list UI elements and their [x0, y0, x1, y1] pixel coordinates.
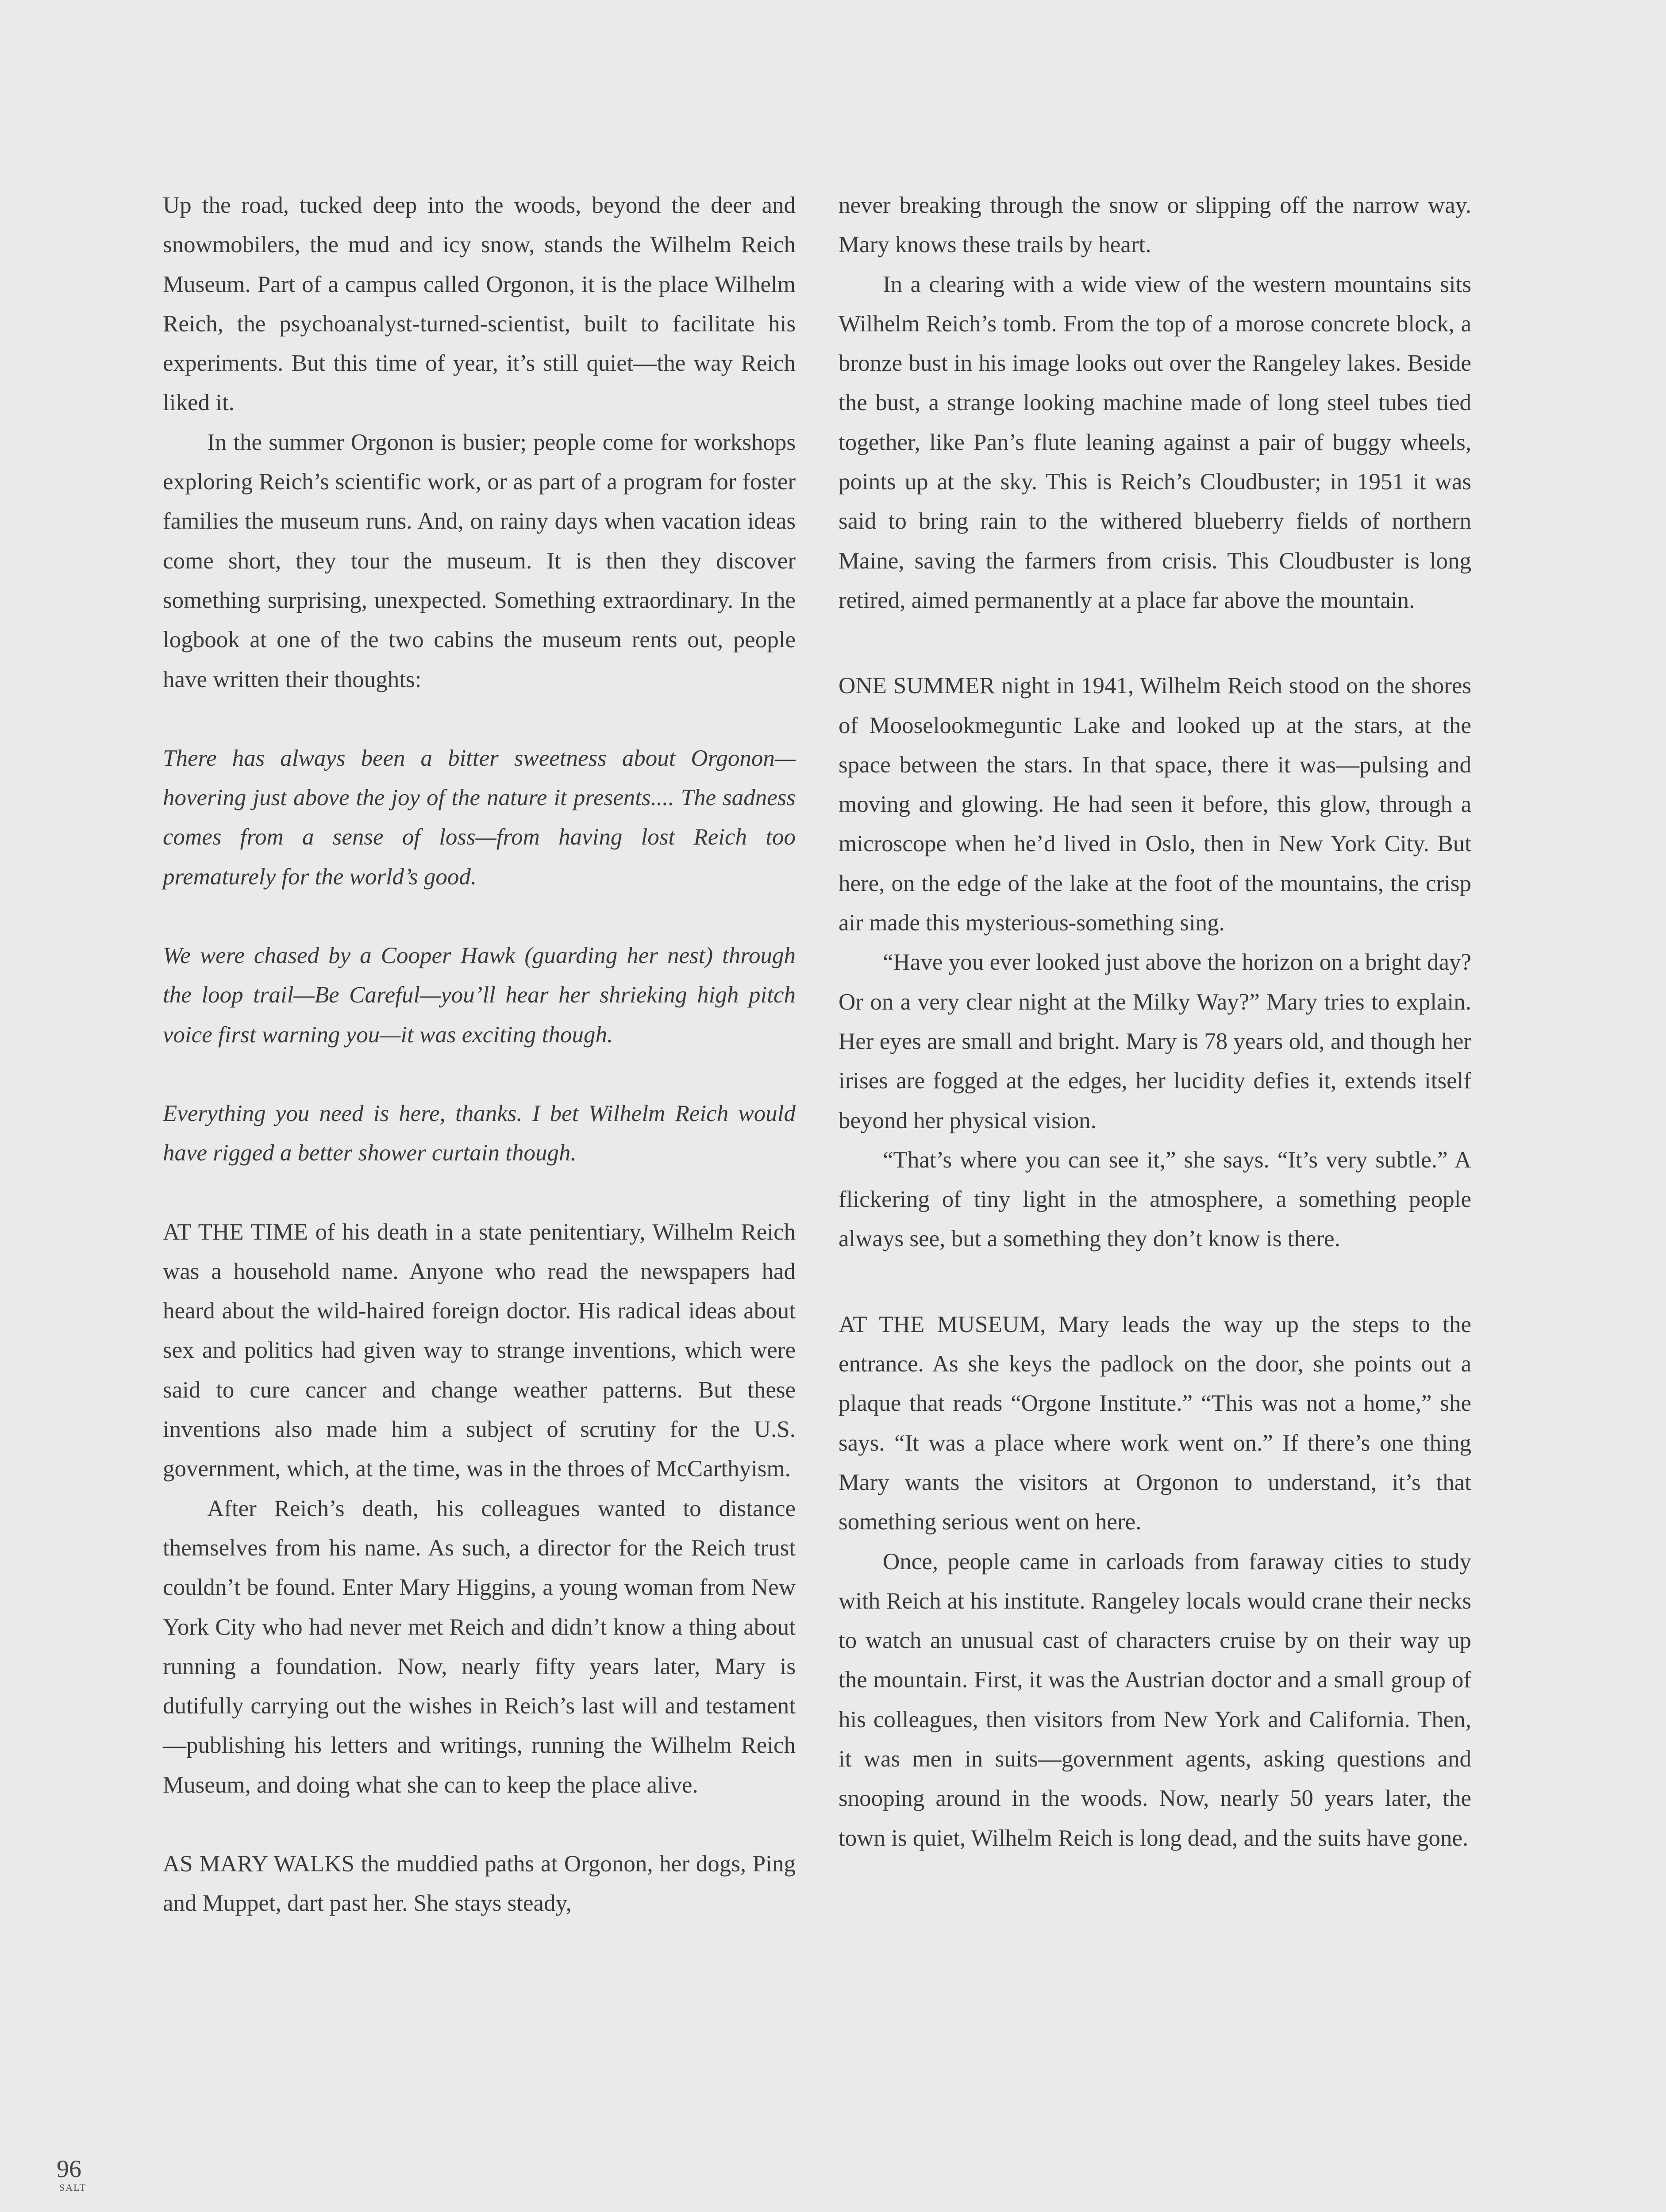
paragraph: Once, people came in carloads from faraway cities to study with Reich at his institute. Rangeley locals would crane their necks to watch an unusual cast of characters cruise by on their way up the mountain. First, it was the Austrian doctor and a small group of his colleagues, then visitors from New York and California. Then, it was men in suits—government agents, asking questions and snooping around in the woods. Now, nearly 50 years later, the town is quiet, Wilhelm Reich is long dead, and the suits have gone.: [839, 1548, 1471, 1851]
paragraph: “Have you ever looked just above the horizon on a bright day? Or on a very clear night at the Milky Way?” Mary tries to explain. Her eyes are small and bright. Mary is 78 years old, and though her irises are fogged at the edges, her lucidity defies it, extends itself beyond her physical vision.: [839, 949, 1471, 1133]
right-column: [839, 186, 1471, 1858]
section-paragraph: AS MARY WALKS the muddied paths at Orgonon, her dogs, Ping and Muppet, dart past her. She stays steady,: [163, 1851, 796, 1916]
paragraph: never breaking through the snow or slipping off the narrow way. Mary knows these trails by heart.: [839, 192, 1471, 258]
page-number: 96: [57, 2155, 81, 2183]
logbook-quote: There has always been a bitter sweetness about Orgonon—hovering just above the joy of the nature it presents.... The sadness comes from a sense of loss—from having lost Reich too prematurely for the world’s good.: [163, 745, 796, 890]
section-paragraph: ONE SUMMER night in 1941, Wilhelm Reich stood on the shores of Mooselookmeguntic Lake and looked up at the stars, at the space between the stars. In that space, there it was—pulsing and moving and glowing. He had seen it before, this glow, through a microscope when he’d lived in Oslo, then in New York City. But here, on the edge of the lake at the foot of the mountains, the crisp air made this mysterious-something sing.: [839, 673, 1471, 936]
paragraph: Up the road, tucked deep into the woods, beyond the deer and snowmobilers, the mud and icy snow, stands the Wilhelm Reich Museum. Part of a campus called Orgonon, it is the place Wilhelm Reich, the psychoanalyst-turned-scientist, built to facilitate his experiments. But this time of year, it’s still quiet—the way Reich liked it.: [163, 192, 796, 416]
logbook-quote: Everything you need is here, thanks. I bet Wilhelm Reich would have rigged a better shower curtain though.: [163, 1100, 796, 1166]
paragraph: After Reich’s death, his colleagues wanted to distance themselves from his name. As such, a director for the Reich trust couldn’t be found. Enter Mary Higgins, a young woman from New York City who had never met Reich and didn’t know a thing about running a foundation. Now, nearly fifty years later, Mary is dutifully carrying out the wishes in Reich’s last will and testament—publishing his letters and writings, running the Wilhelm Reich Museum, and doing what she can to keep the place alive.: [163, 1495, 796, 1798]
paragraph: In the summer Orgonon is busier; people come for workshops exploring Reich’s scientific work, or as part of a program for foster families the museum runs. And, on rainy days when vacation ideas come short, they tour the museum. It is then they discover something surprising, unexpected. Something extraordinary. In the logbook at one of the two cabins the museum rents out, people have written their thoughts:: [163, 429, 796, 692]
logbook-quote: We were chased by a Cooper Hawk (guarding her nest) through the loop trail—Be Careful—you’ll hear her shrieking high pitch voice first warning you—it was exciting though.: [163, 943, 796, 1048]
magazine-name: SALT: [59, 2182, 86, 2193]
left-column: [163, 186, 796, 1924]
section-paragraph: AT THE TIME of his death in a state penitentiary, Wilhelm Reich was a household name. Anyone who read the newspapers had heard about the wild-haired foreign doctor. His radical ideas about sex and politics had given way to strange inventions, which were said to cure cancer and change weather patterns. But these inventions also made him a subject of scrutiny for the U.S. government, which, at the time, was in the throes of McCarthyism.: [163, 1219, 796, 1482]
paragraph: In a clearing with a wide view of the western mountains sits Wilhelm Reich’s tomb. From the top of a morose concrete block, a bronze bust in his image looks out over the Rangeley lakes. Beside the bust, a strange looking machine made of long steel tubes tied together, like Pan’s flute leaning against a pair of buggy wheels, points up at the sky. This is Reich’s Cloudbuster; in 1951 it was said to bring rain to the withered blueberry fields of northern Maine, saving the farmers from crisis. This Cloudbuster is long retired, aimed permanently at a place far above the mountain.: [839, 271, 1471, 613]
paragraph: “That’s where you can see it,” she says. “It’s very subtle.” A flickering of tiny light in the atmosphere, a something people always see, but a something they don’t know is there.: [839, 1147, 1471, 1252]
section-paragraph: AT THE MUSEUM, Mary leads the way up the steps to the entrance. As she keys the padlock on the door, she points out a plaque that reads “Orgone Institute.” “This was not a home,” she says. “It was a place where work went on.” If there’s one thing Mary wants the visitors at Orgonon to understand, it’s that something serious went on here.: [839, 1311, 1471, 1535]
